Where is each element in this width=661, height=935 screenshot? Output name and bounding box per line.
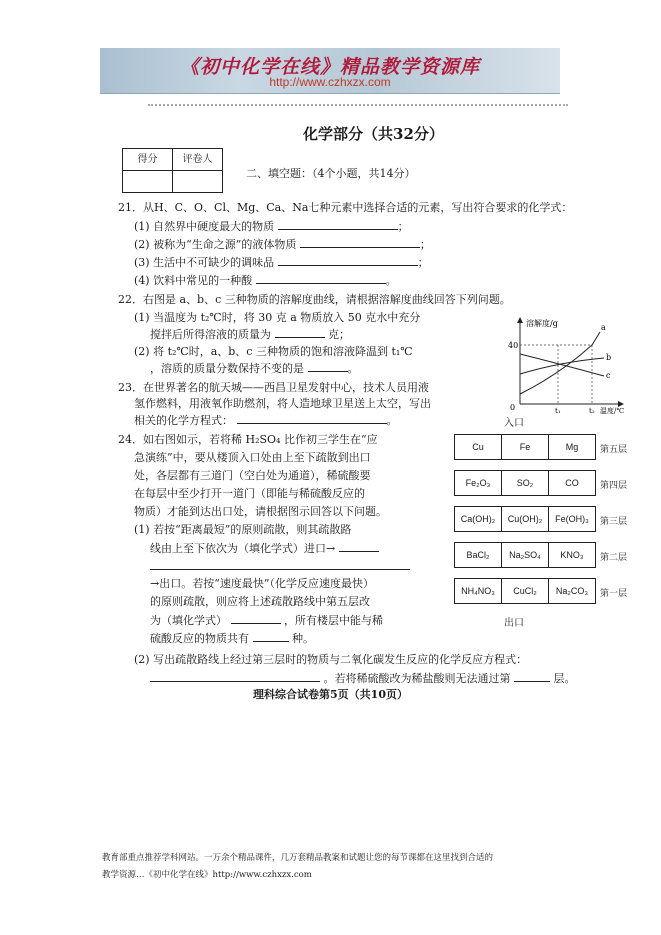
q24-sub1-line1: (1) 若按“距离最短”的原则疏散，则其疏散路 xyxy=(134,523,352,536)
answer-blank[interactable] xyxy=(231,612,281,624)
q22-item1-unit: 克； xyxy=(328,328,350,341)
floor-1 xyxy=(454,578,596,604)
q21-item-1-text: (1) 自然界中硬度最大的物质 xyxy=(134,220,275,233)
door-nh4no3: NH₄NO₃ xyxy=(455,579,502,603)
site-banner xyxy=(100,48,560,94)
grader-cell xyxy=(173,171,223,193)
curve-b-label: b xyxy=(606,353,612,362)
answer-blank[interactable] xyxy=(308,360,348,372)
solubility-graph xyxy=(500,314,640,414)
q21-item-4: (4) 饮料中常见的一种酸 。 xyxy=(134,274,397,287)
q21-item-3-text: (3) 生活中不可缺少的调味品 xyxy=(134,256,275,269)
floor-2-label: 第二层 xyxy=(600,553,628,563)
exam-page xyxy=(118,104,638,704)
floor-5-label: 第五层 xyxy=(600,445,628,455)
y-axis-arrow-icon xyxy=(517,317,523,323)
q23-line1: 23．在世界著名的航天城——西昌卫星发射中心，技术人员用液 xyxy=(118,381,429,394)
door-cu: Cu xyxy=(455,435,502,459)
score-cell xyxy=(123,171,173,193)
q23-line2: 氢作燃料，用液氧作助燃剂，将人造地球卫星送上太空，写出 xyxy=(134,397,431,410)
door-cucl2: CuCl₂ xyxy=(502,579,549,603)
answer-blank[interactable] xyxy=(339,540,379,552)
answer-blank[interactable] xyxy=(300,236,420,248)
graph-t2: t₂ xyxy=(589,407,595,414)
q24-line4: 在每层中至少打开一道门（即能与稀硫酸反应的 xyxy=(134,487,365,500)
q22-item2-text: ，溶质的质量分数保持不变的是 xyxy=(150,362,304,375)
q21-stem: 21．从H、C、O、Cl、Mg、Ca、Na七种元素中选择合适的元素，写出符合要求的化学式： xyxy=(118,201,573,214)
floor-3 xyxy=(454,506,596,532)
q24-sub1g-text: 硫酸反应的物质共有 xyxy=(150,632,249,645)
q23-line3-text: 相关的化学方程式： xyxy=(134,414,233,427)
door-fe2o3: Fe₂O₃ xyxy=(455,471,502,495)
floor-4 xyxy=(454,470,596,496)
banner-url[interactable]: http://www.czhxzx.com xyxy=(269,75,391,89)
answer-blank[interactable] xyxy=(278,218,398,230)
q24-sub1-line3: →出口。若按“速度最快”（化学反应速度最快） xyxy=(150,577,374,590)
site-note xyxy=(102,850,582,884)
door-cuoh2: Cu(OH)₂ xyxy=(502,507,549,531)
floor-3-label: 第三层 xyxy=(600,517,628,527)
banner-title: 《初中化学在线》精品教学资源库 xyxy=(179,56,480,78)
q24-sub2-line1: (2) 写出疏散路线上经过第三层时的物质与二氧化碳发生反应的化学反应方程式： xyxy=(134,653,528,666)
page-footer: 理科综合试卷第5页（共10页） xyxy=(253,688,408,701)
section-heading: 二、填空题：（4个小题，共14分） xyxy=(246,167,416,180)
score-table xyxy=(122,148,223,193)
q24-line5: 物质）才能到达出口处，请根据图示回答以下问题。 xyxy=(134,505,387,518)
cropped-header-line xyxy=(148,104,568,110)
floor-5 xyxy=(454,434,596,460)
evacuation-building xyxy=(454,418,634,628)
q24-sub1e-text: 为（填化学式） xyxy=(150,614,227,627)
door-fe: Fe xyxy=(502,435,549,459)
answer-blank[interactable] xyxy=(150,670,320,682)
q24-sub2-line2 xyxy=(150,670,576,687)
door-co: CO xyxy=(565,478,579,488)
section-title: 化学部分（共32分） xyxy=(303,125,444,143)
graph-origin: 0 xyxy=(510,403,516,412)
door-feoh3: Fe(OH)₃ xyxy=(555,514,589,524)
q22-item1-text: 搅拌后所得溶液的质量为 xyxy=(150,328,271,341)
q22-item1-line1: (1) 当温度为 t₂℃时，将 30 克 a 物质放入 50 克水中充分 xyxy=(134,311,421,324)
q24-sub1-line5 xyxy=(150,612,383,629)
graph-ylabel: 溶解度/g xyxy=(526,319,558,328)
q21-item-4-text: (4) 饮料中常见的一种酸 xyxy=(134,274,253,287)
door-na2co3: Na₂CO₃ xyxy=(555,586,589,596)
q21-item-2: (2) 被称为“生命之源”的液体物质 ； xyxy=(134,238,431,251)
curve-c xyxy=(520,354,604,376)
site-note-line1: 教育部重点推荐学科网站。一万余个精品课件，几万套精品教案和试题让您的每节课都在这里找到合适的 xyxy=(102,853,494,863)
score-label: 得分 xyxy=(123,149,173,171)
curve-c-label: c xyxy=(606,371,611,380)
curve-a xyxy=(520,332,600,394)
floor-4-label: 第四层 xyxy=(600,481,628,491)
graph-tick-40: 40 xyxy=(508,341,519,350)
door-bacl2: BaCl₂ xyxy=(455,543,502,567)
answer-blank[interactable] xyxy=(253,630,289,642)
exit-label: 出口 xyxy=(504,618,524,629)
q22-stem: 22．右图是 a、b、c 三种物质的溶解度曲线，请根据溶解度曲线回答下列问题。 xyxy=(118,293,511,306)
q21-item-3: (3) 生活中不可缺少的调味品 ； xyxy=(134,256,429,269)
q24-sub1-line4: 的原则疏散，则应将上述疏散路线中第五层改 xyxy=(150,595,370,608)
q22-item1-line2 xyxy=(150,326,350,343)
q24-sub1-text: 线由上至下依次为（填化学式）进口→ xyxy=(150,542,336,555)
q21-item-2-text: (2) 被称为“生命之源”的液体物质 xyxy=(134,238,297,251)
floor-1-label: 第一层 xyxy=(600,589,628,599)
q24-line2: 急演练”中，要从楼顶入口处由上至下疏散到出口 xyxy=(134,451,371,464)
q24-sub1-line2 xyxy=(150,540,379,557)
grader-label: 评卷人 xyxy=(173,149,223,171)
answer-blank[interactable] xyxy=(278,254,418,266)
answer-blank[interactable] xyxy=(150,558,410,570)
q24-sub2b-text: 。若将稀硫酸改为稀盐酸则无法通过第 xyxy=(323,672,511,685)
curve-b xyxy=(520,358,604,374)
q24-route-blank-line xyxy=(150,558,410,575)
door-so2: SO₂ xyxy=(502,471,549,495)
q24-sub1f-text: ，所有楼层中能与稀 xyxy=(284,614,383,627)
site-note-line2[interactable]: 教学资源…《初中化学在线》http://www.czhxzx.com xyxy=(102,870,312,880)
answer-blank[interactable] xyxy=(514,670,550,682)
door-caoh2: Ca(OH)₂ xyxy=(455,507,502,531)
answer-blank[interactable] xyxy=(275,326,325,338)
door-na2so4: Na₂SO₄ xyxy=(502,543,549,567)
door-mg: Mg xyxy=(565,442,579,452)
entry-label: 入口 xyxy=(504,418,524,429)
graph-t1: t₁ xyxy=(555,407,561,414)
graph-xlabel: 温度/℃ xyxy=(600,407,625,414)
q24-line3: 处，各层都有三道门（空白处为通道），稀硫酸要 xyxy=(134,469,371,482)
q24-sub2c-text: 层。 xyxy=(553,672,576,685)
q24-sub1h-text: 种。 xyxy=(292,632,314,645)
q24-line1: 24．如右图如示，若将稀 H₂SO₄ 比作初三学生在“应 xyxy=(118,433,378,446)
q22-item2-line1: (2) 将 t₂℃时，a、b、c 三种物质的饱和溶液降温到 t₁℃ xyxy=(134,345,413,358)
q22-item2-line2: ，溶质的质量分数保持不变的是 。 xyxy=(150,362,359,375)
answer-blank[interactable] xyxy=(237,412,387,424)
q21-item-1: (1) 自然界中硬度最大的物质 ； xyxy=(134,220,409,233)
curve-a-label: a xyxy=(601,323,606,332)
door-kno3: KNO₃ xyxy=(560,550,584,560)
answer-blank[interactable] xyxy=(256,272,386,284)
q23-line3: 相关的化学方程式： 。 xyxy=(134,414,398,427)
floor-2 xyxy=(454,542,596,568)
q24-sub1-line6 xyxy=(150,630,314,647)
